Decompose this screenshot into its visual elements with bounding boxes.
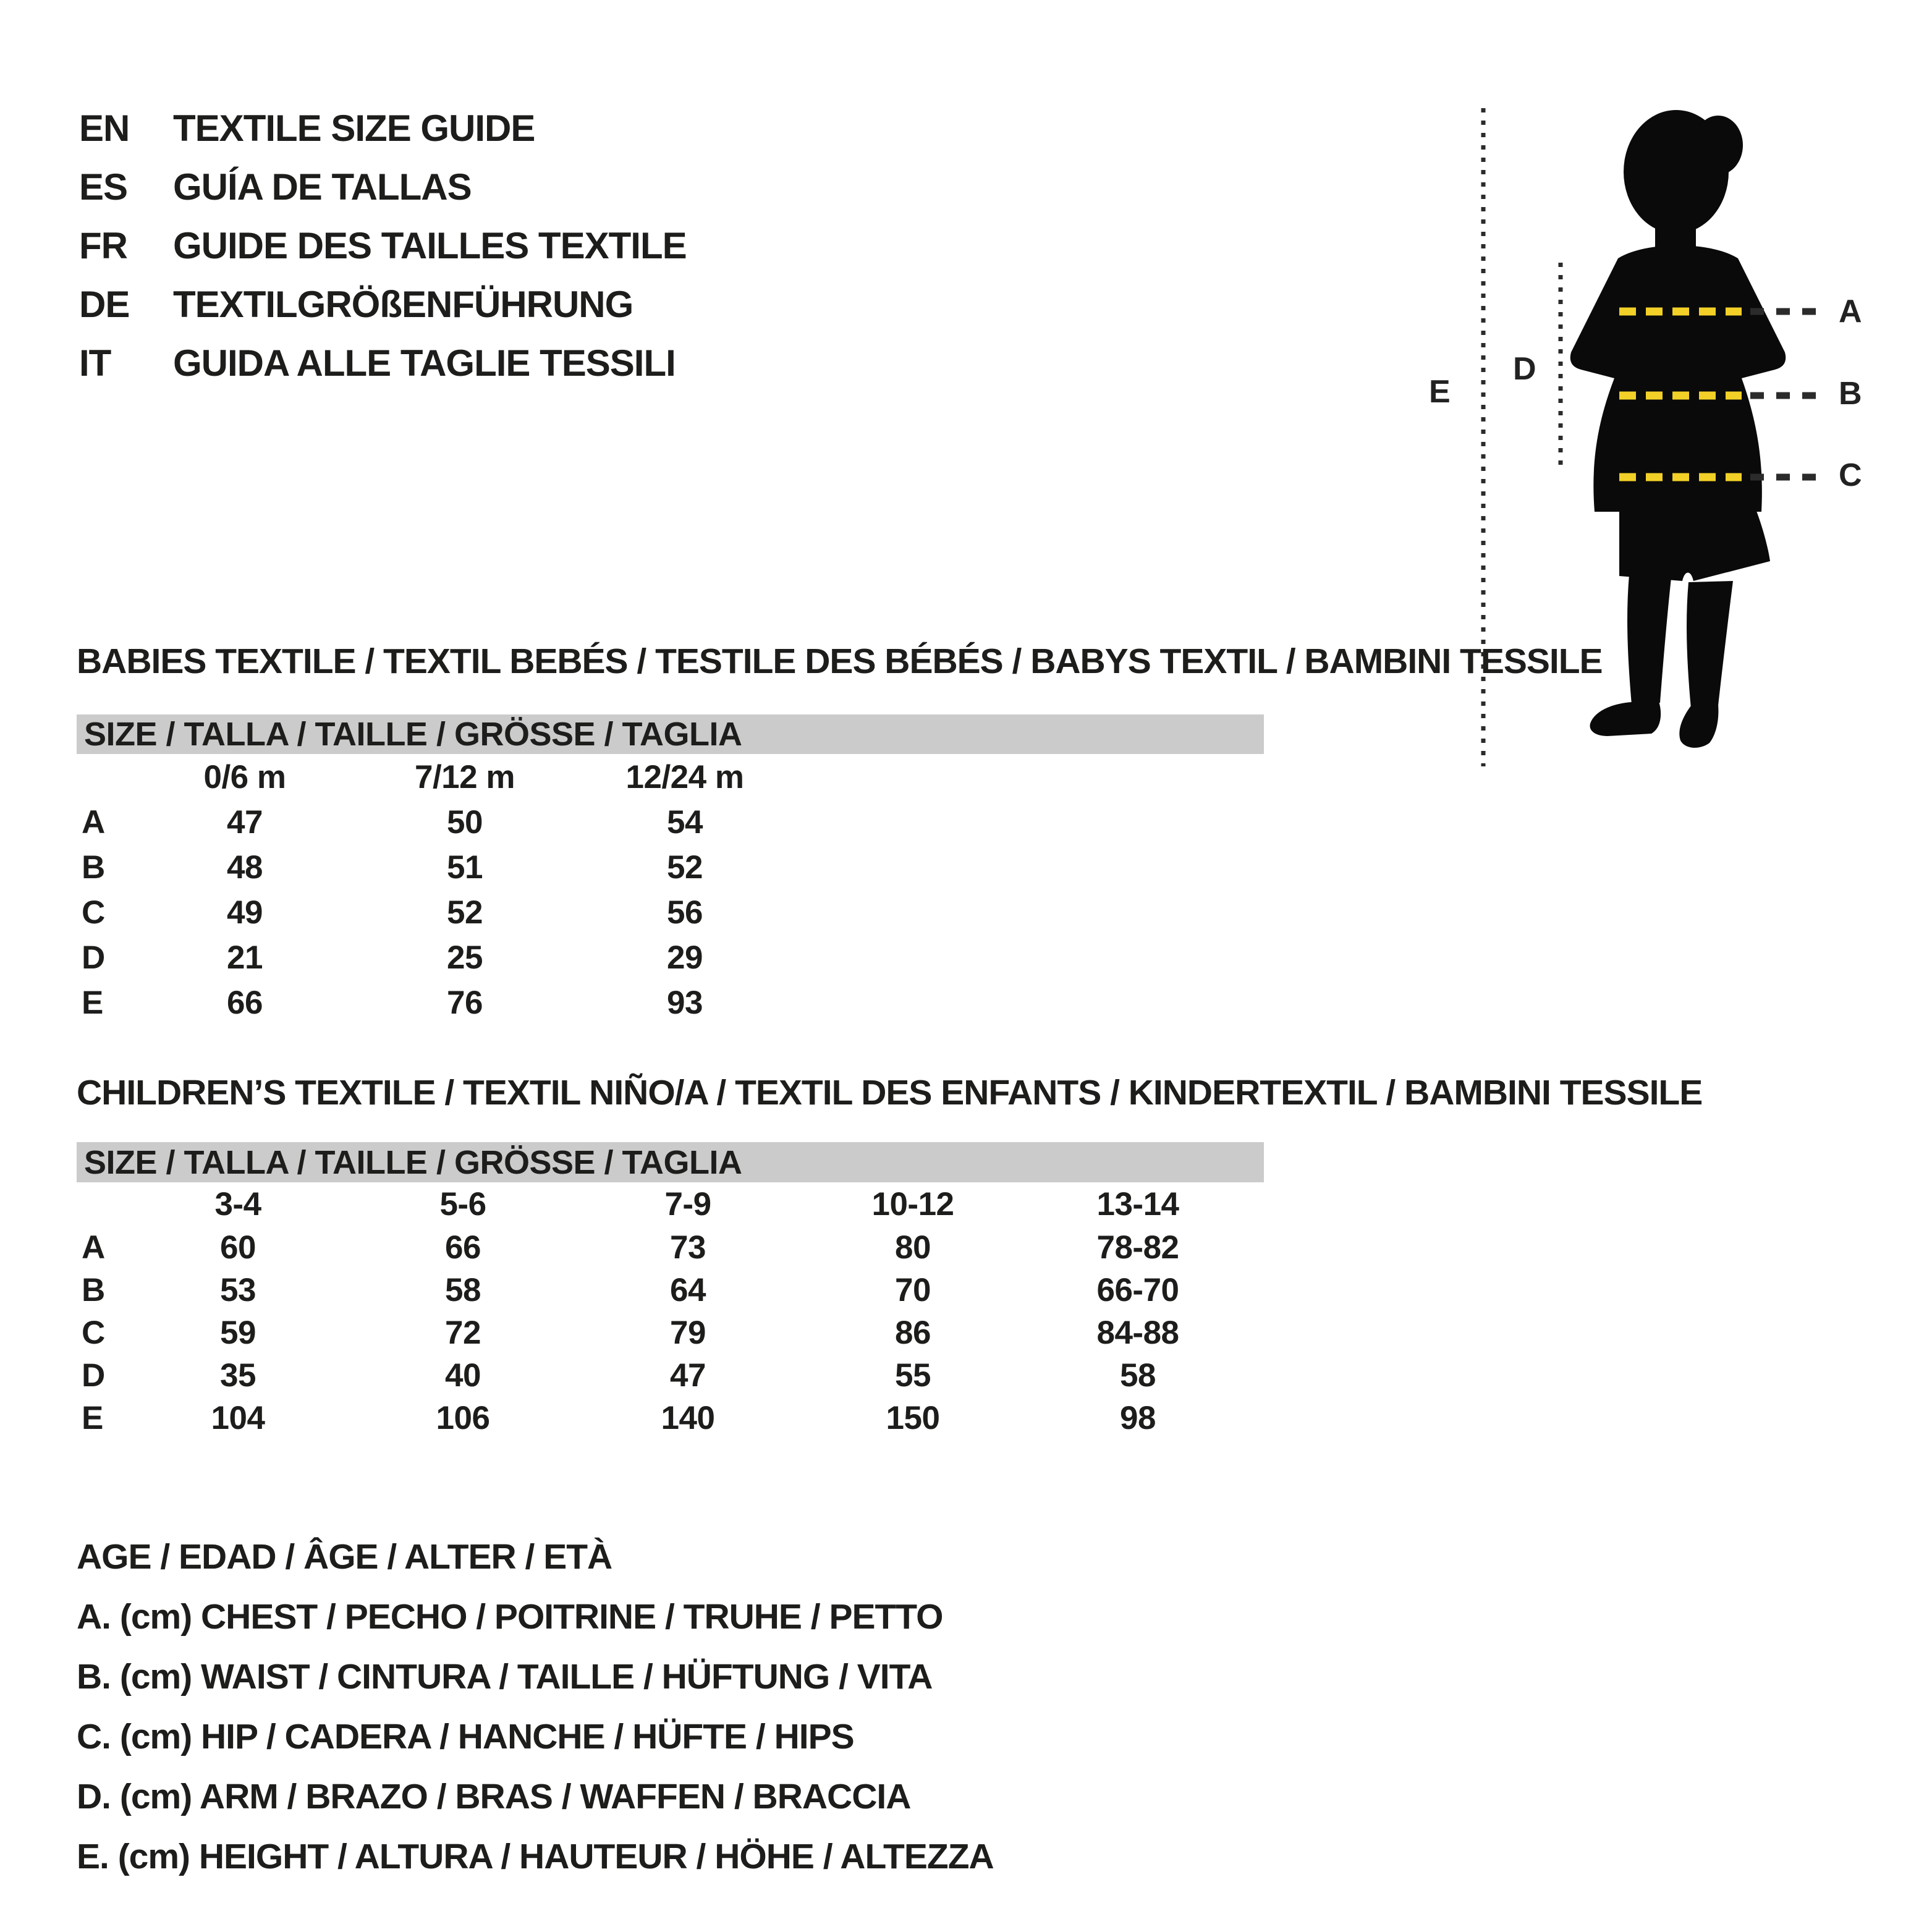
children-size-header: SIZE / TALLA / TAILLE / GRÖSSE / TAGLIA [77,1142,1264,1182]
cell-value: 73 [670,1229,706,1266]
cell-value: 93 [667,985,703,1021]
cell-value: 60 [220,1229,256,1266]
lang-code-it: IT [79,342,111,384]
measure-label-c: C [1839,457,1862,493]
lang-row-fr [79,216,687,275]
lang-row-en [79,99,687,158]
row-label: E [82,985,103,1021]
cell-value: 55 [895,1357,931,1394]
cell-value: 79 [670,1315,706,1351]
language-title-block [79,99,687,392]
legend-waist-line: B. (cm) WAIST / CINTURA / TAILLE / HÜFTUNG / VITA [77,1656,933,1697]
table-row [77,845,1264,890]
cell-value: 49 [227,894,263,931]
babies-columns-row [77,754,1264,800]
cell-value: 54 [667,804,703,841]
row-label: D [82,1357,105,1394]
table-row [77,800,1264,845]
cell-value: 25 [447,939,483,976]
legend-hip-line: C. (cm) HIP / CADERA / HANCHE / HÜFTE / HIPS [77,1716,854,1756]
lang-row-es [79,158,687,216]
row-label: A [82,804,105,841]
children-col-3-4: 3-4 [214,1186,261,1222]
silhouette-hair [1693,116,1743,175]
children-size-table [77,1142,1264,1439]
legend-age-line: AGE / EDAD / ÂGE / ALTER / ETÀ [77,1536,612,1577]
lang-title-de: TEXTILGRÖßENFÜHRUNG [173,284,633,325]
cell-value: 86 [895,1315,931,1351]
measure-label-a: A [1839,294,1862,329]
cell-value: 59 [220,1315,256,1351]
lang-code-es: ES [79,166,128,208]
legend-height-line: E. (cm) HEIGHT / ALTURA / HAUTEUR / HÖHE / ALTEZZA [77,1836,994,1876]
children-section-title: CHILDREN’S TEXTILE / TEXTIL NIÑO/A / TEXTIL DES ENFANTS / KINDERTEXTIL / BAMBINI TESSILE [77,1073,1703,1112]
cell-value: 47 [227,804,263,841]
cell-value: 58 [1120,1357,1156,1394]
babies-size-table [77,714,1264,1025]
cell-value: 70 [895,1272,931,1308]
cell-value: 140 [661,1400,715,1436]
cell-value: 104 [211,1400,265,1436]
table-row [77,1269,1264,1311]
lang-code-de: DE [79,284,130,325]
children-col-7-9: 7-9 [664,1186,711,1222]
row-label: D [82,939,105,976]
cell-value: 76 [447,985,483,1021]
table-row [77,890,1264,935]
cell-value: 72 [445,1315,481,1351]
cell-value: 150 [886,1400,940,1436]
row-label: B [82,1272,105,1308]
lang-code-fr: FR [79,225,127,266]
cell-value: 52 [667,849,703,886]
lang-title-es: GUÍA DE TALLAS [173,166,472,208]
row-label: C [82,894,105,931]
measure-label-d: D [1513,351,1536,387]
cell-value: 40 [445,1357,481,1394]
babies-size-header: SIZE / TALLA / TAILLE / GRÖSSE / TAGLIA [77,714,1264,754]
row-label: E [82,1400,103,1436]
cell-value: 21 [227,939,263,976]
children-columns-row [77,1182,1264,1226]
cell-value: 52 [447,894,483,931]
table-row [77,1226,1264,1269]
cell-value: 48 [227,849,263,886]
child-silhouette-diagram [1471,87,1928,803]
table-row [77,1354,1264,1397]
cell-value: 84-88 [1096,1315,1179,1351]
table-row [77,935,1264,980]
measure-label-b: B [1839,376,1862,412]
child-silhouette [1570,110,1786,748]
cell-value: 66 [445,1229,481,1266]
silhouette-shorts [1619,502,1770,581]
cell-value: 51 [447,849,483,886]
lang-row-it [79,334,687,392]
cell-value: 66-70 [1096,1272,1179,1308]
lang-title-en: TEXTILE SIZE GUIDE [173,108,535,149]
cell-value: 35 [220,1357,256,1394]
children-col-13-14: 13-14 [1096,1186,1179,1222]
table-row [77,1397,1264,1439]
row-label: C [82,1315,105,1351]
silhouette-right-leg [1687,581,1733,708]
lang-code-en: EN [79,108,130,149]
babies-col-7-12m: 7/12 m [414,758,515,795]
cell-value: 58 [445,1272,481,1308]
table-row [77,980,1264,1025]
legend-arm-line: D. (cm) ARM / BRAZO / BRAS / WAFFEN / BRACCIA [77,1776,911,1816]
cell-value: 53 [220,1272,256,1308]
cell-value: 80 [895,1229,931,1266]
lang-title-fr: GUIDE DES TAILLES TEXTILE [173,225,687,266]
cell-value: 66 [227,985,263,1021]
row-label: A [82,1229,105,1266]
babies-section-title: BABIES TEXTILE / TEXTIL BEBÉS / TESTILE DES BÉBÉS / BABYS TEXTIL / BAMBINI TESSILE [77,642,1603,681]
silhouette-right-shoe [1679,705,1718,748]
babies-col-0-6m: 0/6 m [203,758,286,795]
lang-row-de [79,275,687,334]
silhouette-shirt [1570,245,1786,512]
measurement-legend [77,1527,994,1886]
lang-title-it: GUIDA ALLE TAGLIE TESSILI [173,342,676,384]
cell-value: 47 [670,1357,706,1394]
children-col-10-12: 10-12 [871,1186,954,1222]
cell-value: 98 [1120,1400,1156,1436]
silhouette-left-leg [1627,575,1671,705]
silhouette-left-shoe [1590,701,1661,736]
legend-chest-line: A. (cm) CHEST / PECHO / POITRINE / TRUHE / PETTO [77,1596,943,1637]
cell-value: 64 [670,1272,706,1308]
cell-value: 50 [447,804,483,841]
cell-value: 56 [667,894,703,931]
cell-value: 78-82 [1096,1229,1179,1266]
cell-value: 106 [436,1400,490,1436]
measure-label-e: E [1429,374,1451,410]
cell-value: 29 [667,939,703,976]
children-col-5-6: 5-6 [439,1186,486,1222]
babies-col-12-24m: 12/24 m [625,758,744,795]
table-row [77,1311,1264,1354]
row-label: B [82,849,105,886]
